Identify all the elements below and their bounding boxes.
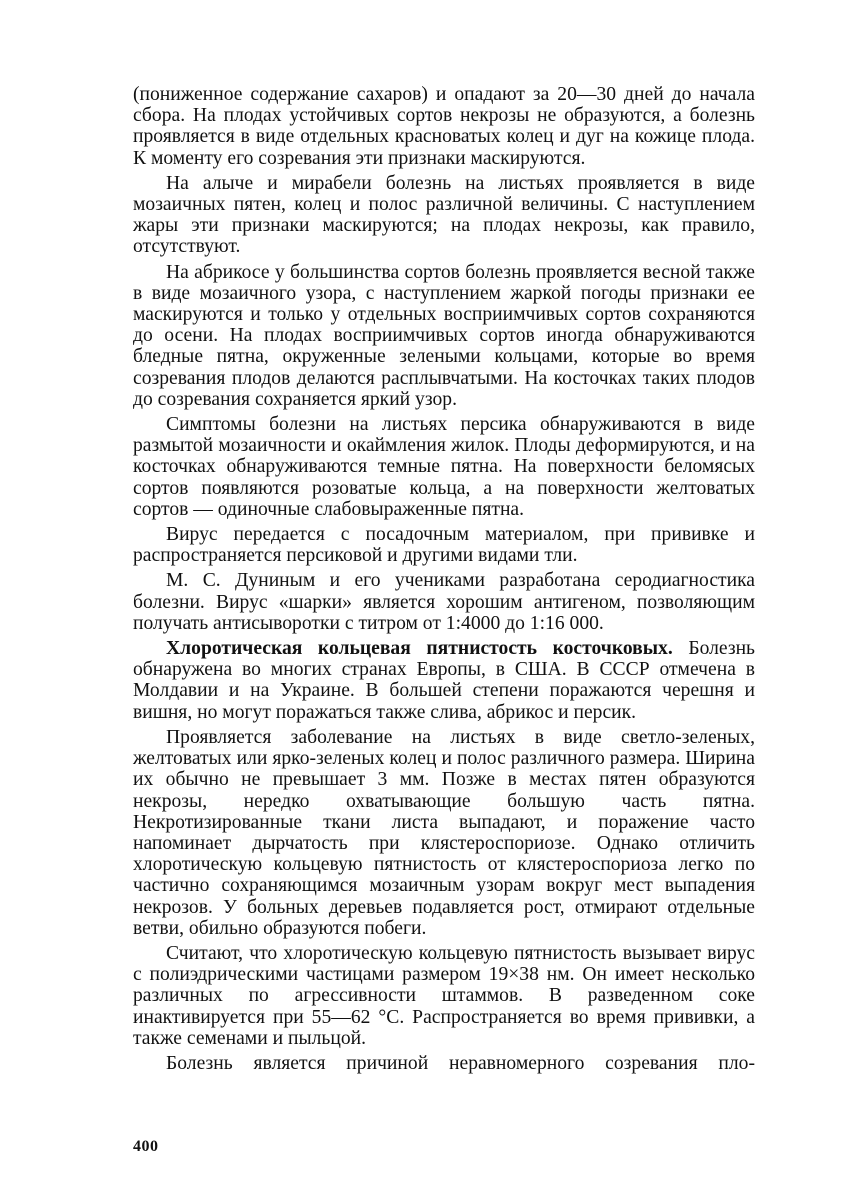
- paragraph: Болезнь является причиной неравномерного созревания пло-: [166, 1052, 755, 1074]
- paragraph: Симптомы болезни на листьях персика обнаруживаются в виде размытой мозаичности и окаймления жилок. Плоды деформируются, и на косточках обнаруживаются темные пятна. На поверхности беломясых сортов появляются розоватые кольца, а на поверхности желтоватых сортов — одиночные слабовыраженные пятна.: [133, 414, 755, 520]
- page-number: 400: [133, 1138, 159, 1155]
- body-text: [133, 84, 755, 1074]
- paragraph: М. С. Дуниным и его учениками разработана серодиагностика болезни. Вирус «шарки» является хорошим антигеном, позволяющим получать антисыворотки с титром от 1:4000 до 1:16 000.: [133, 570, 755, 634]
- section-heading: Хлоротическая кольцевая пятнистость косточковых.: [166, 638, 673, 660]
- paragraph: На алыче и мирабели болезнь на листьях проявляется в виде мозаичных пятен, колец и полос различной величины. С наступлением жары эти признаки маскируются; на плодах некрозы, как правило, отсутствуют.: [133, 172, 755, 258]
- paragraph: Проявляется заболевание на листьях в виде светло-зеленых, желтоватых или ярко-зеленых колец и полос различного размера. Ширина их обычно не превышает 3 мм. Позже в местах пятен образуются некрозы, нередко охватывающие большую часть пятна. Некротизированные ткани листа выпадают, и поражение часто напоминает дырчатость при клястероспориозе. Однако отличить хлоротическую кольцевую пятнистость от клястероспориоза легко по частично сохраняющимся мозаичным узорам вокруг мест выпадения некрозов. У больных деревьев подавляется рост, отмирают отдельные ветви, обильно образуются побеги.: [133, 726, 755, 939]
- paragraph: На абрикосе у большинства сортов болезнь проявляется весной также в виде мозаичного узора, с наступлением жаркой погоды признаки ее маскируются и только у отдельных восприимчивых сортов сохраняются до осени. На плодах восприимчивых сортов иногда обнаруживаются бледные пятна, окруженные зелеными кольцами, которые во время созревания плодов делаются расплывчатыми. На косточках таких плодов до созревания сохраняется яркий узор.: [133, 261, 755, 410]
- paragraph: (пониженное содержание сахаров) и опадают за 20—30 дней до начала сбора. На плодах устойчивых сортов некрозы не образуются, а болезнь проявляется в виде отдельных красноватых колец и дуг на кожице плода. К моменту его созревания эти признаки маскируются.: [133, 84, 755, 169]
- paragraph: Вирус передается с посадочным материалом, при прививке и распространяется персиковой и другими видами тли.: [133, 524, 755, 567]
- section-paragraph: [133, 638, 755, 723]
- paragraph: Считают, что хлоротическую кольцевую пятнистость вызывает вирус с полиэдрическими частицами размером 19×38 нм. Он имеет несколько различных по агрессивности штаммов. В разведенном соке инактивируется при 55—62 °С. Распространяется во время прививки, а также семенами и пыльцой.: [133, 942, 755, 1049]
- section-paragraph-text: Болезнь обнаружена во многих странах Европы, в США. В СССР отмечена в Молдавии и на Украине. В большей степени поражаются черешня и вишня, но могут поражаться также слива, абрикос и персик.: [133, 638, 755, 723]
